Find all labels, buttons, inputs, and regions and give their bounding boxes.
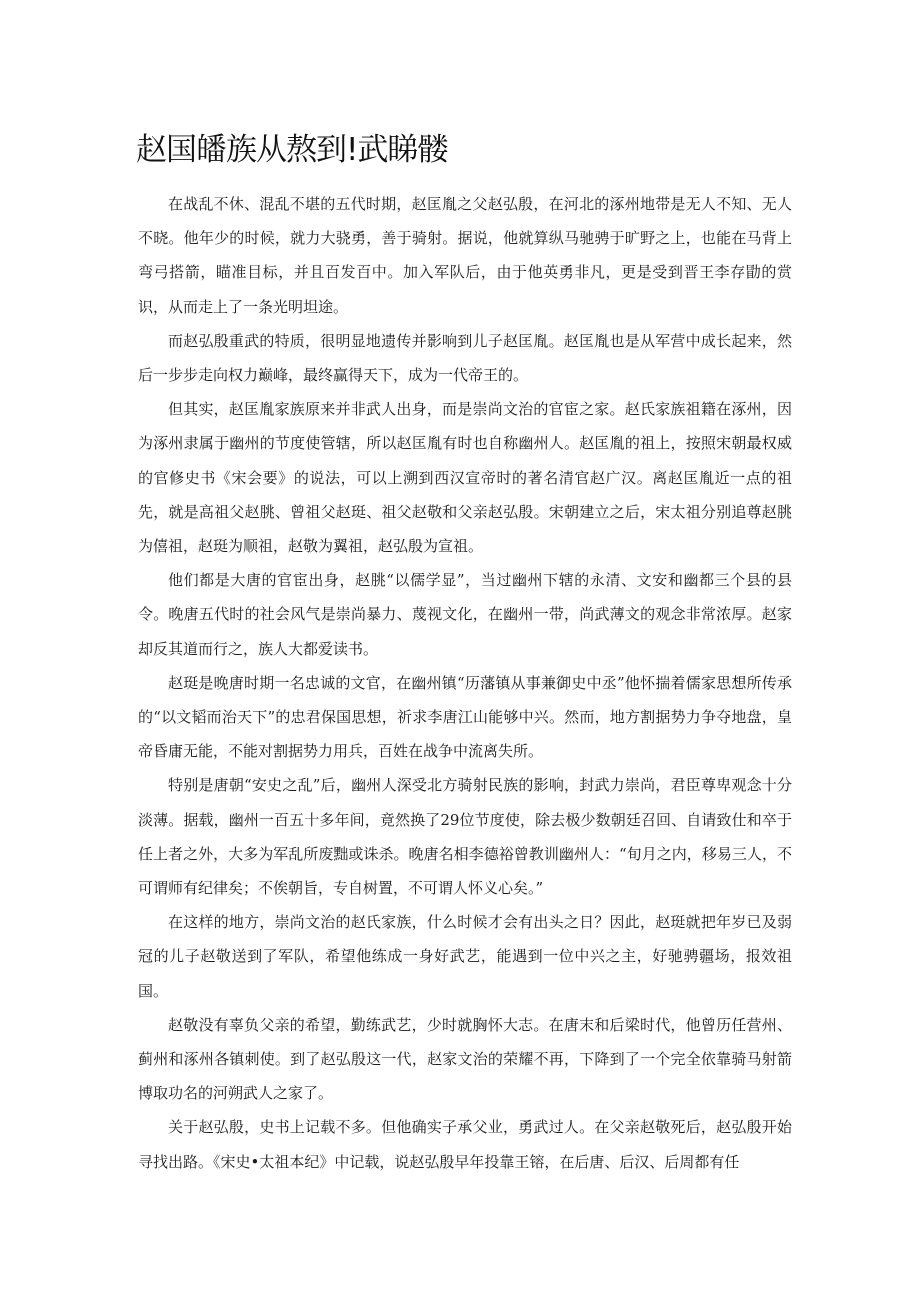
paragraph: 在战乱不休、混乱不堪的五代时期，赵匡胤之父赵弘殷，在河北的涿州地带是无人不知、无人不晓。他年少的时候，就力大骁勇，善于骑射。据说，他就算纵马驰骋于旷野之上，也能在马背上弯弓搭箭，瞄准目标，并且百发百中。加入军队后，由于他英勇非凡，更是受到晋王李存勖的赏识，从而走上了一条光明坦途。 [138, 195, 792, 316]
paragraph: 赵珽是晚唐时期一名忠诚的文官，在幽州镇“历藩镇从事兼御史中丞”他怀揣着儒家思想所传承的“以文韬而治天下”的忠君保国思想，祈求李唐江山能够中兴。然而，地方割据势力争夺地盘，皇帝昏庸无能，不能对割据势力用兵，百姓在战争中流离失所。 [138, 673, 792, 761]
document-body [138, 187, 792, 1179]
paragraph: 他们都是大唐的官宦出身，赵朓“以儒学显”，当过幽州下辖的永清、文安和幽都三个县的县令。晚唐五代时的社会风气是崇尚暴力、蔑视文化，在幽州一带，尚武薄文的观念非常浓厚。赵家却反其道而行之，族人大都爱读书。 [138, 571, 792, 658]
paragraph: 赵敬没有辜负父亲的希望，勤练武艺，少时就胸怀大志。在唐末和后梁时代，他曾历任营州、蓟州和涿州各镇刺使。到了赵弘殷这一代，赵家文治的荣耀不再，下降到了一个完全依靠骑马射箭博取功名的河朔武人之家了。 [138, 1015, 792, 1103]
paragraph: 关于赵弘殷，史书上记载不多。但他确实子承父业，勇武过人。在父亲赵敬死后，赵弘殷开始寻找出路。《宋史•太祖本纪》中记载，说赵弘殷早年投靠王镕，在后唐、后汉、后周都有任 [138, 1118, 792, 1171]
paragraph: 但其实，赵匡胤家族原来并非武人出身，而是崇尚文治的官宦之家。赵氏家族祖籍在涿州，因为涿州隶属于幽州的节度使管辖，所以赵匡胤有时也自称幽州人。赵匡胤的祖上，按照宋朝最权威的官修史书《宋会要》的说法，可以上溯到西汉宣帝时的著名清官赵广汉。离赵匡胤近一点的祖先，就是高祖父赵朓、曾祖父赵珽、祖父赵敬和父亲赵弘殷。宋朝建立之后，宋太祖分别追尊赵朓为僖祖，赵珽为顺祖，赵敬为翼祖，赵弘殷为宣祖。 [138, 400, 792, 556]
paragraph: 特别是唐朝“安史之乱”后，幽州人深受北方骑射民族的影响，封武力崇尚，君臣尊卑观念十分淡薄。据载，幽州一百五十多年间，竟然换了29位节度使，除去极少数朝廷召回、自请致仕和卒于任上者之外，大多为军乱所废黜或诛杀。晚唐名相李德裕曾教训幽州人：“旬月之内，移易三人，不可谓师有纪律矣；不俟朝旨，专自树置，不可谓人怀义心矣。” [138, 776, 792, 898]
document-title: 赵国皤族从熬到!武睇髅 [136, 132, 448, 168]
paragraph: 而赵弘殷重武的特质，很明显地遗传并影响到儿子赵匡胤。赵匡胤也是从军营中成长起来，然后一步步走向权力巅峰，最终赢得天下，成为一代帝王的。 [138, 331, 792, 385]
paragraph: 在这样的地方，崇尚文治的赵氏家族，什么时候才会有出头之日？因此，赵珽就把年岁已及弱冠的儿子赵敬送到了军队，希望他练成一身好武艺，能遇到一位中兴之主，好驰骋疆场，报效祖国。 [138, 913, 792, 1000]
